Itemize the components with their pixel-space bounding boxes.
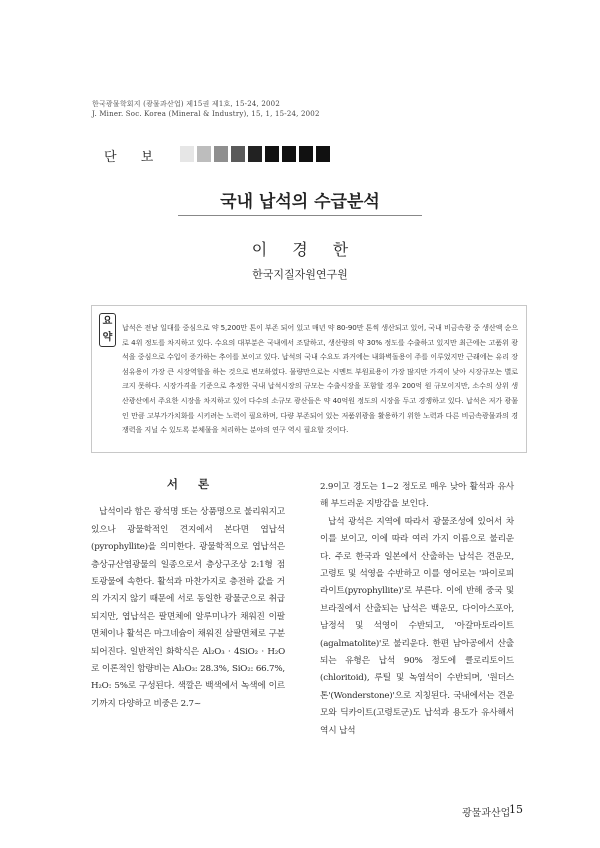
intro-paragraph-1-continued: 2.9이고 경도는 1~2 정도로 매우 낮아 활석과 유사해 부드러운 지방감을 보인다. xyxy=(320,482,514,510)
footer-journal-name: 광물과산업 xyxy=(462,808,511,819)
abstract-badge-char-2: 약 xyxy=(102,332,113,343)
page-number: 15 xyxy=(509,803,523,816)
abstract-badge xyxy=(99,313,116,347)
journal-citation-korean: 한국광물학회지 (광물과산업) 제15권 제1호, 15-24, 2002 xyxy=(92,100,280,108)
decorative-square xyxy=(248,146,262,162)
intro-heading: 서 론 xyxy=(166,477,218,491)
author-name: 이 경 한 xyxy=(251,240,359,259)
decorative-square xyxy=(231,146,245,162)
journal-citation-english: J. Miner. Soc. Korea (Mineral & Industry), 15, 1, 15-24, 2002 xyxy=(92,110,320,118)
section-tag: 단 보 xyxy=(104,150,164,165)
decorative-square xyxy=(197,146,211,162)
title-underline xyxy=(178,215,422,216)
intro-paragraph-1: 납석이라 함은 광석명 또는 상품명으로 불리워지고 있으나 광물학적인 견지에서 본다면 엽납석(pyrophyllite)을 의미한다. 광물학적으로 엽납석은 층상규산염광물의 일종으로서 층상구조상 2:1형 점토광물에 속한다. 활석과 마찬가지로 층전하 값을 거의 가지지 않기 때문에 서로 동일한 광물군으로 취급되지만, 엽납석은 팔면체에 알루미나가 채워진 이팔면체이나 활석은 마그네슘이 채워진 삼팔면체로 구분되어진다. 일반적인 화학식은 Al₂O₃ · 4SiO₂ · H₂O로 이론적인 함량비는 Al₂O₃: 28.3%, SiO₂: 66.7%, H₂O: 5%로 구성된다. 색깔은 백색에서 녹색에 이르기까지 다양하고 비중은 2.7~ xyxy=(91,507,285,709)
decorative-square xyxy=(299,146,313,162)
abstract-text: 납석은 전남 일대를 중심으로 약 5,200만 톤이 부존 되어 있고 매년 약 80-90만 톤씩 생산되고 있어, 국내 비금속광 중 생산액 순으로 4위 정도를 차지하고 있다. 수요의 대부분은 국내에서 조달하고, 생산량의 약 30% 정도를 수출하고 있지만 최근에는 고품위 광석을 중심으로 수입이 증가하는 추이를 보이고 있다. 납석의 국내 수요도 과거에는 내화벽돌용이 주를 이루었지만 근래에는 유리 장섬유용이 가장 큰 시장역할을 하는 것으로 변모하였다. 물량만으로는 시멘트 부원료용이 가장 많지만 가격이 낮아 시장규모는 별로 크지 못하다. 시장가격을 기준으로 추정한 국내 납석시장의 규모는 수출시장을 포함할 경우 200억 원 규모이지만, 소수의 상위 생산광산에서 주요한 시장을 차지하고 있어 다수의 소규모 광산들은 약 40억원 정도의 시장을 두고 경쟁하고 있다. 납석은 저가 광물인 만큼 고부가가치화를 시키려는 노력이 필요하며, 다량 부존되어 있는 저품위광을 활용하기 위한 노력과 다른 비금속광물과의 경쟁력을 지닐 수 있도록 분체물을 처리하는 분야의 연구 역시 필요할 것이다. xyxy=(122,323,518,435)
body-column-left xyxy=(91,476,285,713)
body-column-right xyxy=(320,479,514,740)
article-title: 국내 납석의 수급분석 xyxy=(220,192,380,212)
decorative-square xyxy=(316,146,330,162)
decorative-square xyxy=(282,146,296,162)
author-affiliation: 한국지질자원연구원 xyxy=(252,268,348,281)
decorative-square xyxy=(180,146,194,162)
decorative-square xyxy=(214,146,228,162)
intro-paragraph-2: 납석 광석은 지역에 따라서 광물조성에 있어서 차이를 보이고, 이에 따라 여러 가지 이름으로 불리운다. 주로 한국과 일본에서 산출하는 납석은 견운모, 고령토 및 석영을 수반하고 이를 영어로는 '파이로피라이트(pyrophyllite)'로 부른다. 이에 반해 중국 및 브라질에서 산출되는 납석은 백운모, 다이아스포아, 남정석 및 석영이 수반되고, '아갈마토라이트(agalmatolite)'로 불리운다. 한편 남아공에서 산출되는 유형은 납석 90% 정도에 클로리토이드(chloritoid), 루틸 및 녹염석이 수반되며, '원더스톤'(Wonderstone)'으로 지칭된다. 국내에서는 견운모와 딕카이트(고령토군)도 납석과 용도가 유사해서 역시 납석 xyxy=(320,516,514,736)
decorative-square-strip xyxy=(180,146,330,162)
decorative-square xyxy=(265,146,279,162)
abstract-badge-char-1: 요 xyxy=(102,316,113,327)
